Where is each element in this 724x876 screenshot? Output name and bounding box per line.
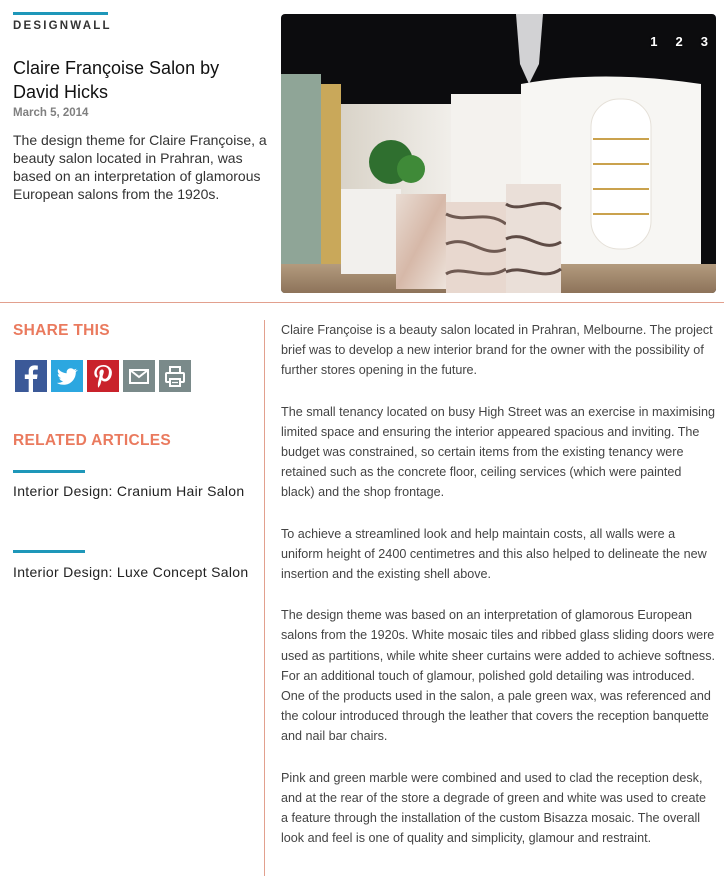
share-heading: SHARE THIS — [13, 322, 110, 339]
hero-image-gallery[interactable] — [281, 14, 716, 293]
print-share-button[interactable] — [159, 360, 191, 392]
gallery-page-2[interactable]: 2 — [675, 34, 683, 49]
article-paragraph: The design theme was based on an interpretation of glamorous European salons from the 1920s. White mosaic tiles and ribbed glass sliding doors were used as partitions, while white sheer curtains were added to achieve softness. For an additional touch of glamour, polished gold detailing was introduced. One of the products used in the salon, a pale green wax, was referenced and the colour introduced through the leather that covers the reception banquette and nail bar chairs. — [281, 608, 716, 744]
category-accent-bar — [13, 12, 108, 15]
article-paragraph: The small tenancy located on busy High Street was an exercise in maximising limited space and ensuring the interior appeared spacious and inviting. The budget was constrained, so certain items from the existing tenancy were retained such as the concrete floor, ceiling services (which were painted black) and the shop frontage. — [281, 404, 715, 500]
gallery-pager — [650, 34, 708, 49]
category-label[interactable]: DESIGNWALL — [13, 20, 112, 32]
gallery-page-1[interactable]: 1 — [650, 34, 658, 49]
related-article-link-luxe[interactable]: Interior Design: Luxe Concept Salon — [13, 564, 249, 580]
related-accent-bar — [13, 470, 85, 473]
email-icon — [123, 360, 155, 392]
related-accent-bar — [13, 550, 85, 553]
article-paragraph: Pink and green marble were combined and used to clad the reception desk, and at the rear of the store a degrade of green and white was used to create a feature through the installation of the custom Bisazza mosaic. The overall look and feel is one of quality and simplicity, glamour and restraint. — [281, 770, 706, 846]
article-date: March 5, 2014 — [13, 107, 89, 119]
article-summary: The design theme for Claire Françoise, a beauty salon located in Prahran, was based on an interpretation of glamorous European salons from the 1920s. — [13, 132, 267, 202]
pinterest-icon — [87, 360, 119, 392]
related-articles-heading: RELATED ARTICLES — [13, 432, 172, 449]
twitter-icon — [51, 360, 83, 392]
related-article-link-cranium[interactable]: Interior Design: Cranium Hair Salon — [13, 483, 245, 499]
vertical-divider — [264, 320, 265, 876]
print-icon — [159, 360, 191, 392]
pinterest-share-button[interactable] — [87, 360, 119, 392]
email-share-button[interactable] — [123, 360, 155, 392]
article-body — [281, 320, 716, 869]
article-paragraph: Claire Françoise is a beauty salon located in Prahran, Melbourne. The project brief was to develop a new interior brand for the owner with the possibility of further stores opening in the future. — [281, 323, 713, 378]
facebook-share-button[interactable] — [15, 360, 47, 392]
share-buttons — [15, 360, 191, 392]
horizontal-divider — [0, 302, 724, 303]
article-title: Claire Françoise Salon by David Hicks — [13, 58, 220, 102]
twitter-share-button[interactable] — [51, 360, 83, 392]
article-paragraph: To achieve a streamlined look and help maintain costs, all walls were a uniform height of 2400 centimetres and this also helped to delineate the new insertion and the existing shell above. — [281, 526, 707, 582]
facebook-icon — [15, 360, 47, 392]
gallery-page-3[interactable]: 3 — [700, 34, 708, 49]
salon-interior-photo — [281, 14, 716, 293]
